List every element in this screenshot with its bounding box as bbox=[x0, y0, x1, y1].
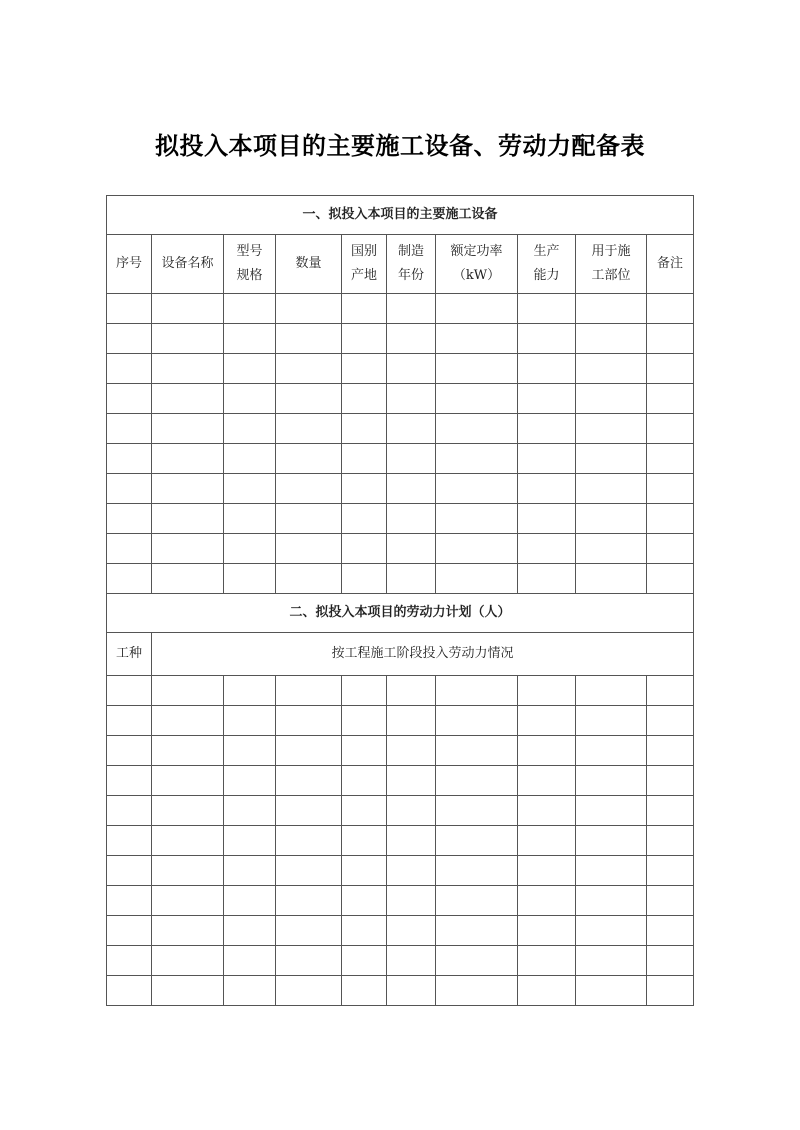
table-cell[interactable] bbox=[342, 294, 387, 324]
table-cell[interactable] bbox=[518, 444, 576, 474]
labor-header-row bbox=[107, 633, 694, 676]
table-cell[interactable] bbox=[152, 444, 224, 474]
table-cell[interactable] bbox=[342, 676, 387, 706]
column-header-model-spec bbox=[224, 235, 276, 294]
table-cell[interactable] bbox=[518, 736, 576, 766]
table-cell[interactable] bbox=[342, 946, 387, 976]
table-cell[interactable] bbox=[518, 826, 576, 856]
table-cell[interactable] bbox=[107, 976, 152, 1006]
table-cell[interactable] bbox=[107, 736, 152, 766]
table-cell[interactable] bbox=[152, 676, 224, 706]
equipment-row bbox=[107, 294, 694, 324]
table-cell[interactable] bbox=[107, 414, 152, 444]
table-cell[interactable] bbox=[436, 324, 518, 354]
labor-row bbox=[107, 916, 694, 946]
column-header-equipment-name bbox=[152, 235, 224, 294]
table-cell[interactable] bbox=[647, 856, 694, 886]
table-cell[interactable] bbox=[224, 736, 276, 766]
column-header-origin-country bbox=[342, 235, 387, 294]
equipment-row bbox=[107, 474, 694, 504]
column-header-label: 型号 bbox=[236, 244, 263, 259]
table-cell[interactable] bbox=[276, 736, 342, 766]
table-cell[interactable] bbox=[224, 294, 276, 324]
table-cell[interactable] bbox=[647, 474, 694, 504]
table-cell[interactable] bbox=[576, 736, 647, 766]
table-cell[interactable] bbox=[152, 564, 224, 594]
table-cell[interactable] bbox=[518, 796, 576, 826]
table-cell[interactable] bbox=[224, 474, 276, 504]
table-cell[interactable] bbox=[518, 564, 576, 594]
table-cell[interactable] bbox=[107, 474, 152, 504]
table-cell[interactable] bbox=[518, 294, 576, 324]
table-cell[interactable] bbox=[436, 474, 518, 504]
table-cell[interactable] bbox=[152, 474, 224, 504]
table-cell[interactable] bbox=[576, 354, 647, 384]
table-cell[interactable] bbox=[576, 916, 647, 946]
table-cell[interactable] bbox=[576, 856, 647, 886]
labor-row bbox=[107, 856, 694, 886]
table-cell[interactable] bbox=[647, 414, 694, 444]
table-cell[interactable] bbox=[387, 976, 436, 1006]
equipment-section-row bbox=[107, 196, 694, 235]
table-cell[interactable] bbox=[276, 534, 342, 564]
table-cell[interactable] bbox=[152, 736, 224, 766]
table-cell[interactable] bbox=[224, 534, 276, 564]
equipment-header-row bbox=[107, 235, 694, 294]
labor-row bbox=[107, 736, 694, 766]
table-cell[interactable] bbox=[152, 294, 224, 324]
equipment-row bbox=[107, 384, 694, 414]
table-cell[interactable] bbox=[107, 294, 152, 324]
table-cell[interactable] bbox=[152, 354, 224, 384]
table-cell[interactable] bbox=[276, 916, 342, 946]
table-cell[interactable] bbox=[387, 444, 436, 474]
table-cell[interactable] bbox=[107, 886, 152, 916]
table-cell[interactable] bbox=[518, 766, 576, 796]
table-cell[interactable] bbox=[342, 796, 387, 826]
table-cell[interactable] bbox=[152, 414, 224, 444]
table-cell[interactable] bbox=[387, 534, 436, 564]
table-cell[interactable] bbox=[647, 796, 694, 826]
table-cell[interactable] bbox=[387, 504, 436, 534]
table-cell[interactable] bbox=[342, 706, 387, 736]
table-cell[interactable] bbox=[647, 384, 694, 414]
table-cell[interactable] bbox=[224, 826, 276, 856]
table-cell[interactable] bbox=[576, 384, 647, 414]
table-cell[interactable] bbox=[647, 736, 694, 766]
table-cell[interactable] bbox=[647, 706, 694, 736]
labor-row bbox=[107, 976, 694, 1006]
table-cell[interactable] bbox=[276, 856, 342, 886]
table-cell[interactable] bbox=[518, 946, 576, 976]
table-cell[interactable] bbox=[107, 534, 152, 564]
table-cell[interactable] bbox=[107, 826, 152, 856]
table-cell[interactable] bbox=[276, 946, 342, 976]
table-cell[interactable] bbox=[107, 856, 152, 886]
table-cell[interactable] bbox=[576, 564, 647, 594]
table-cell[interactable] bbox=[107, 564, 152, 594]
table-cell[interactable] bbox=[152, 946, 224, 976]
table-cell[interactable] bbox=[576, 324, 647, 354]
column-header-manufacture-year bbox=[387, 235, 436, 294]
table-cell[interactable] bbox=[107, 444, 152, 474]
table-cell[interactable] bbox=[647, 886, 694, 916]
column-header-label: 产地 bbox=[350, 268, 377, 283]
table-cell[interactable] bbox=[224, 856, 276, 886]
table-cell[interactable] bbox=[152, 916, 224, 946]
table-cell[interactable] bbox=[107, 676, 152, 706]
equipment-row bbox=[107, 414, 694, 444]
table-cell[interactable] bbox=[342, 826, 387, 856]
table-cell[interactable] bbox=[576, 474, 647, 504]
column-header-stage-labor: 按工程施工阶段投入劳动力情况 bbox=[152, 633, 694, 676]
table-cell[interactable] bbox=[518, 676, 576, 706]
table-cell[interactable] bbox=[387, 826, 436, 856]
table-cell[interactable] bbox=[276, 444, 342, 474]
table-cell[interactable] bbox=[518, 706, 576, 736]
table-cell[interactable] bbox=[647, 976, 694, 1006]
table-cell[interactable] bbox=[342, 736, 387, 766]
table-cell[interactable] bbox=[647, 946, 694, 976]
table-cell[interactable] bbox=[518, 414, 576, 444]
table-cell[interactable] bbox=[224, 504, 276, 534]
table-cell[interactable] bbox=[518, 354, 576, 384]
table-cell[interactable] bbox=[224, 444, 276, 474]
table-cell[interactable] bbox=[224, 706, 276, 736]
table-cell[interactable] bbox=[107, 324, 152, 354]
table-cell[interactable] bbox=[342, 414, 387, 444]
labor-row bbox=[107, 886, 694, 916]
table-cell[interactable] bbox=[576, 976, 647, 1006]
table-cell[interactable] bbox=[576, 504, 647, 534]
equipment-row bbox=[107, 504, 694, 534]
table-cell[interactable] bbox=[518, 474, 576, 504]
equipment-labor-table bbox=[106, 195, 694, 1006]
table-cell[interactable] bbox=[518, 324, 576, 354]
table-cell[interactable] bbox=[276, 354, 342, 384]
table-cell[interactable] bbox=[387, 676, 436, 706]
labor-section-row bbox=[107, 594, 694, 633]
table-cell[interactable] bbox=[576, 946, 647, 976]
table-cell[interactable] bbox=[436, 736, 518, 766]
table-cell[interactable] bbox=[342, 856, 387, 886]
table-cell[interactable] bbox=[107, 384, 152, 414]
table-cell[interactable] bbox=[276, 504, 342, 534]
column-header-label: 工部位 bbox=[591, 268, 631, 283]
column-header-label: （kW） bbox=[452, 268, 501, 283]
table-cell[interactable] bbox=[224, 564, 276, 594]
table-cell[interactable] bbox=[152, 826, 224, 856]
column-header-label: 用于施 bbox=[591, 244, 631, 259]
table-cell[interactable] bbox=[576, 766, 647, 796]
table-cell[interactable] bbox=[647, 766, 694, 796]
table-cell[interactable] bbox=[342, 886, 387, 916]
equipment-row bbox=[107, 564, 694, 594]
table-cell[interactable] bbox=[342, 444, 387, 474]
column-header-label: 备注 bbox=[657, 256, 684, 271]
table-cell[interactable] bbox=[152, 384, 224, 414]
table-cell[interactable] bbox=[387, 384, 436, 414]
table-cell[interactable] bbox=[436, 354, 518, 384]
labor-row bbox=[107, 706, 694, 736]
table-cell[interactable] bbox=[436, 916, 518, 946]
table-cell[interactable] bbox=[518, 534, 576, 564]
table-cell[interactable] bbox=[518, 976, 576, 1006]
table-cell[interactable] bbox=[387, 294, 436, 324]
table-cell[interactable] bbox=[518, 916, 576, 946]
column-header-label: 能力 bbox=[533, 268, 560, 283]
table-cell[interactable] bbox=[276, 676, 342, 706]
column-header-label: 数量 bbox=[295, 256, 322, 271]
table-cell[interactable] bbox=[576, 676, 647, 706]
table-cell[interactable] bbox=[276, 384, 342, 414]
table-cell[interactable] bbox=[224, 414, 276, 444]
table-cell[interactable] bbox=[342, 916, 387, 946]
table-cell[interactable] bbox=[387, 474, 436, 504]
table-cell[interactable] bbox=[436, 534, 518, 564]
column-header-label: 国别 bbox=[350, 244, 377, 259]
table-cell[interactable] bbox=[436, 796, 518, 826]
column-header-label: 生产 bbox=[533, 244, 560, 259]
table-cell[interactable] bbox=[342, 976, 387, 1006]
table-cell[interactable] bbox=[276, 324, 342, 354]
page-title: 拟投入本项目的主要施工设备、劳动力配备表 bbox=[155, 132, 645, 160]
column-header-label: 规格 bbox=[236, 268, 263, 283]
table-cell[interactable] bbox=[107, 796, 152, 826]
table-cell[interactable] bbox=[342, 354, 387, 384]
table-cell[interactable] bbox=[647, 564, 694, 594]
table-cell[interactable] bbox=[276, 886, 342, 916]
table-cell[interactable] bbox=[342, 564, 387, 594]
table-cell[interactable] bbox=[436, 946, 518, 976]
table-cell[interactable] bbox=[647, 354, 694, 384]
table-cell[interactable] bbox=[152, 706, 224, 736]
table-cell[interactable] bbox=[436, 976, 518, 1006]
table-cell[interactable] bbox=[387, 886, 436, 916]
table-cell[interactable] bbox=[576, 706, 647, 736]
table-cell[interactable] bbox=[387, 354, 436, 384]
labor-row bbox=[107, 766, 694, 796]
table-cell[interactable] bbox=[436, 564, 518, 594]
table-cell[interactable] bbox=[436, 294, 518, 324]
table-cell[interactable] bbox=[152, 766, 224, 796]
column-header-usage-location bbox=[576, 235, 647, 294]
labor-row bbox=[107, 796, 694, 826]
column-header-label: 额定功率 bbox=[450, 244, 503, 259]
table-cell[interactable] bbox=[436, 384, 518, 414]
equipment-section-heading: 一、拟投入本项目的主要施工设备 bbox=[107, 196, 694, 235]
table-cell[interactable] bbox=[436, 706, 518, 736]
table-cell[interactable] bbox=[342, 384, 387, 414]
table-cell[interactable] bbox=[518, 384, 576, 414]
table-cell[interactable] bbox=[518, 886, 576, 916]
table-cell[interactable] bbox=[576, 796, 647, 826]
table-cell[interactable] bbox=[152, 886, 224, 916]
table-cell[interactable] bbox=[576, 414, 647, 444]
table-cell[interactable] bbox=[387, 414, 436, 444]
table-cell[interactable] bbox=[276, 766, 342, 796]
column-header-remarks bbox=[647, 235, 694, 294]
table-cell[interactable] bbox=[107, 946, 152, 976]
table-cell[interactable] bbox=[107, 916, 152, 946]
column-header-production-capacity bbox=[518, 235, 576, 294]
table-cell[interactable] bbox=[224, 946, 276, 976]
labor-row bbox=[107, 676, 694, 706]
equipment-row bbox=[107, 324, 694, 354]
table-cell[interactable] bbox=[107, 766, 152, 796]
table-cell[interactable] bbox=[276, 474, 342, 504]
equipment-row bbox=[107, 444, 694, 474]
table-cell[interactable] bbox=[224, 886, 276, 916]
table-cell[interactable] bbox=[576, 534, 647, 564]
column-header-label: 序号 bbox=[115, 256, 142, 271]
table-cell[interactable] bbox=[276, 796, 342, 826]
table-cell[interactable] bbox=[152, 534, 224, 564]
table-cell[interactable] bbox=[107, 354, 152, 384]
table-cell[interactable] bbox=[436, 676, 518, 706]
table-cell[interactable] bbox=[576, 294, 647, 324]
table-cell[interactable] bbox=[224, 916, 276, 946]
table-cell[interactable] bbox=[342, 504, 387, 534]
table-cell[interactable] bbox=[276, 976, 342, 1006]
table-cell[interactable] bbox=[647, 294, 694, 324]
table-cell[interactable] bbox=[152, 976, 224, 1006]
table-cell[interactable] bbox=[518, 856, 576, 886]
column-header-rated-power bbox=[436, 235, 518, 294]
column-header-serial-no bbox=[107, 235, 152, 294]
table-cell[interactable] bbox=[647, 504, 694, 534]
column-header-label: 制造 bbox=[397, 244, 424, 259]
table-cell[interactable] bbox=[276, 706, 342, 736]
table-cell[interactable] bbox=[387, 736, 436, 766]
table-cell[interactable] bbox=[647, 676, 694, 706]
table-cell[interactable] bbox=[647, 916, 694, 946]
table-cell[interactable] bbox=[224, 976, 276, 1006]
table-cell[interactable] bbox=[436, 766, 518, 796]
table-cell[interactable] bbox=[436, 856, 518, 886]
table-cell[interactable] bbox=[342, 324, 387, 354]
table-cell[interactable] bbox=[224, 384, 276, 414]
table-cell[interactable] bbox=[387, 796, 436, 826]
table-cell[interactable] bbox=[387, 916, 436, 946]
table-cell[interactable] bbox=[387, 324, 436, 354]
table-cell[interactable] bbox=[152, 324, 224, 354]
table-cell[interactable] bbox=[342, 534, 387, 564]
labor-row bbox=[107, 826, 694, 856]
column-header-trade-type: 工种 bbox=[107, 633, 152, 676]
table-cell[interactable] bbox=[276, 414, 342, 444]
table-cell[interactable] bbox=[647, 444, 694, 474]
table-cell[interactable] bbox=[152, 796, 224, 826]
table-cell[interactable] bbox=[436, 414, 518, 444]
table-cell[interactable] bbox=[436, 886, 518, 916]
table-cell[interactable] bbox=[107, 706, 152, 736]
table-cell[interactable] bbox=[224, 324, 276, 354]
table-cell[interactable] bbox=[224, 796, 276, 826]
table-cell[interactable] bbox=[576, 886, 647, 916]
table-cell[interactable] bbox=[387, 766, 436, 796]
table-cell[interactable] bbox=[647, 534, 694, 564]
equipment-row bbox=[107, 354, 694, 384]
table-cell[interactable] bbox=[387, 856, 436, 886]
table-cell[interactable] bbox=[576, 444, 647, 474]
table-cell[interactable] bbox=[152, 504, 224, 534]
table-cell[interactable] bbox=[436, 826, 518, 856]
labor-row bbox=[107, 946, 694, 976]
column-header-label: 年份 bbox=[397, 268, 424, 283]
column-header-quantity bbox=[276, 235, 342, 294]
table-cell[interactable] bbox=[436, 444, 518, 474]
table-cell[interactable] bbox=[276, 294, 342, 324]
table-cell[interactable] bbox=[342, 474, 387, 504]
table-cell[interactable] bbox=[647, 324, 694, 354]
table-cell[interactable] bbox=[387, 946, 436, 976]
table-cell[interactable] bbox=[107, 504, 152, 534]
table-cell[interactable] bbox=[576, 826, 647, 856]
equipment-row bbox=[107, 534, 694, 564]
table-cell[interactable] bbox=[342, 766, 387, 796]
table-cell[interactable] bbox=[276, 564, 342, 594]
table-cell[interactable] bbox=[224, 354, 276, 384]
table-cell[interactable] bbox=[387, 706, 436, 736]
table-cell[interactable] bbox=[647, 826, 694, 856]
labor-section-heading: 二、拟投入本项目的劳动力计划（人） bbox=[107, 594, 694, 633]
table-cell[interactable] bbox=[152, 856, 224, 886]
table-cell[interactable] bbox=[387, 564, 436, 594]
table-cell[interactable] bbox=[224, 676, 276, 706]
table-cell[interactable] bbox=[224, 766, 276, 796]
table-cell[interactable] bbox=[518, 504, 576, 534]
table-cell[interactable] bbox=[436, 504, 518, 534]
table-cell[interactable] bbox=[276, 826, 342, 856]
column-header-label: 设备名称 bbox=[161, 256, 214, 271]
